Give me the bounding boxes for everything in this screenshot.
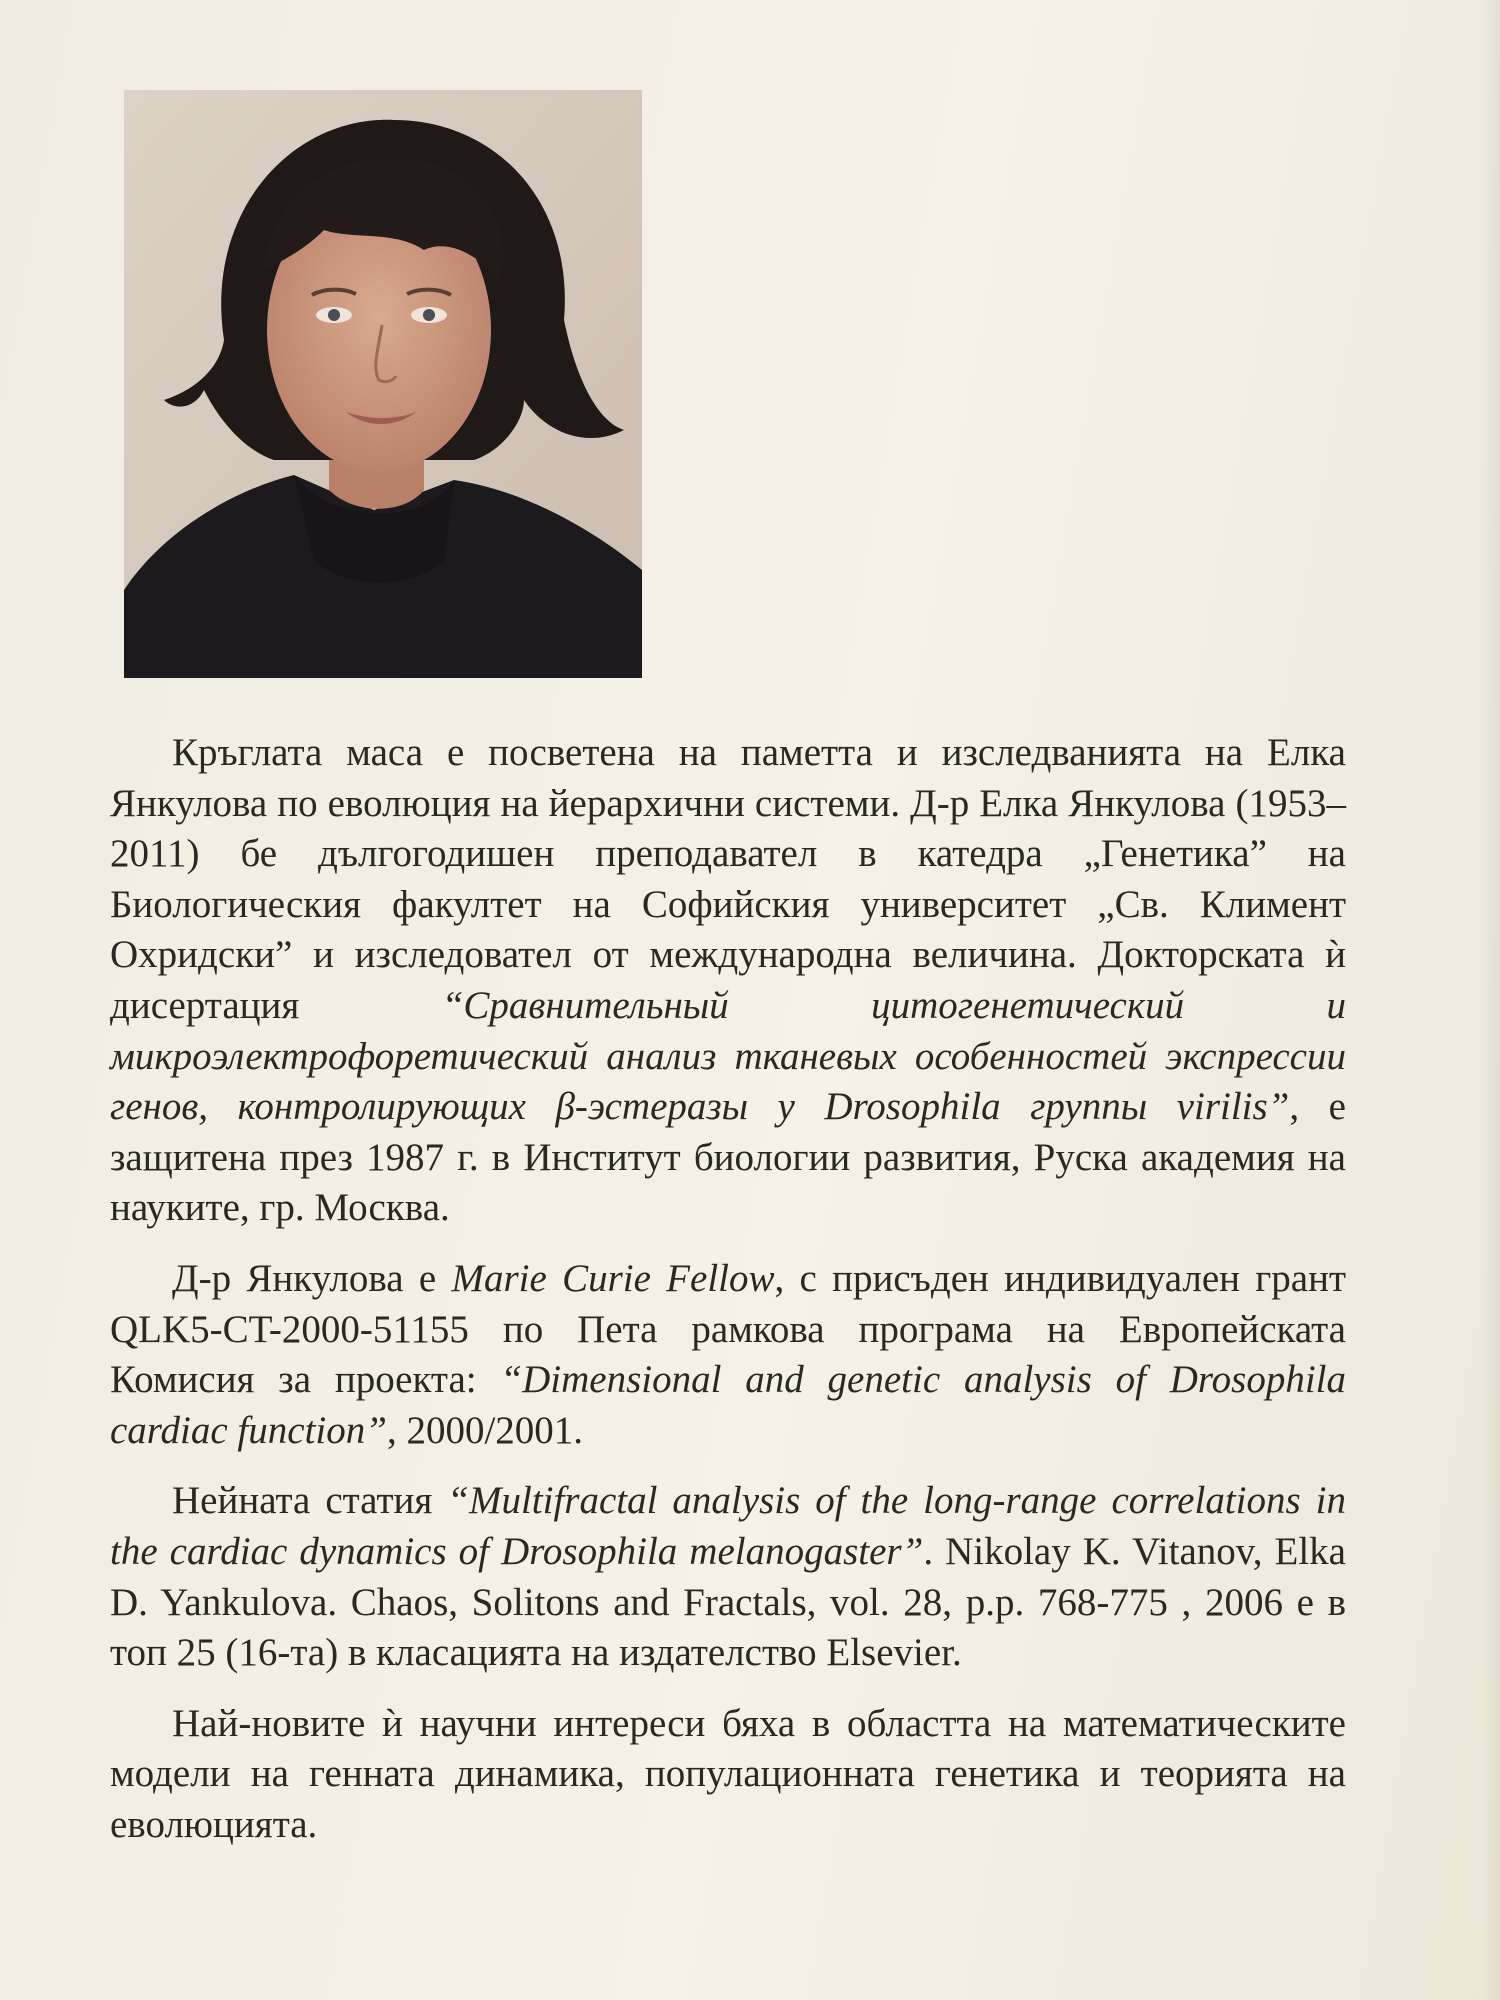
paragraph-fellowship [110, 1254, 1346, 1456]
text-run: , с присъден индивидуален грант QLK5-CT-2000-51155 по Пета рамкова програма на Европейската Комисия за проекта: [110, 1256, 1347, 1402]
text-run: Нейната статия [172, 1479, 448, 1523]
fellowship-name: Marie Curie Fellow [451, 1256, 775, 1300]
dissertation-title: “Сравнительный цитогенетический и микроэлектрофоретический анализ тканевых особенностей экспрессии генов, контролирующих β-эстеразы у Drosophila группы virilis” [110, 983, 1346, 1129]
page-edge-shadow [1482, 0, 1500, 2000]
paragraph-interests [110, 1699, 1346, 1851]
paragraph-biography [110, 728, 1346, 1234]
text-run: Най-новите ѝ научни интереси бяха в областта на математическите модели на генната динамика, популационната генетика и теорията на еволюцията. [110, 1701, 1346, 1846]
memorial-text [110, 728, 1346, 1870]
article-title: “Multifractal analysis of the long-range correlations in the cardiac dynamics of Drosophila melanogaster” [110, 1479, 1346, 1573]
paragraph-article [110, 1476, 1346, 1678]
text-run: Кръглата маса е посветена на паметта и изследванията на Елка Янкулова по еволюция на йерархични системи. Д-р Елка Янкулова (1953–2011) бе дългогодишен преподавател в катедра „Генетика” на Биологическия факултет на Софийския университет „Св. Климент Охридски” и изследовател от международна величина. Докторската ѝ дисертация [110, 731, 1346, 1027]
text-run: , 2000/2001. [386, 1408, 584, 1452]
text-run: Д-р Янкулова е [172, 1256, 452, 1300]
text-run: , е защитена през 1987 г. в Институт биологии развития, Руска академия на науките, гр. Москва. [110, 1085, 1346, 1230]
text-run: . Nikolay K. Vitanov, Elka D. Yankulova. Chaos, Solitons and Fractals, vol. 28, p.p. 768-775 , 2006 е в топ 25 (16-та) в класацията на издателство Elsevier. [110, 1529, 1346, 1675]
portrait-photo [124, 90, 642, 678]
portrait-photo-icon [124, 90, 642, 678]
project-title: “Dimensional and genetic analysis of Drosophila cardiac function” [110, 1358, 1346, 1452]
